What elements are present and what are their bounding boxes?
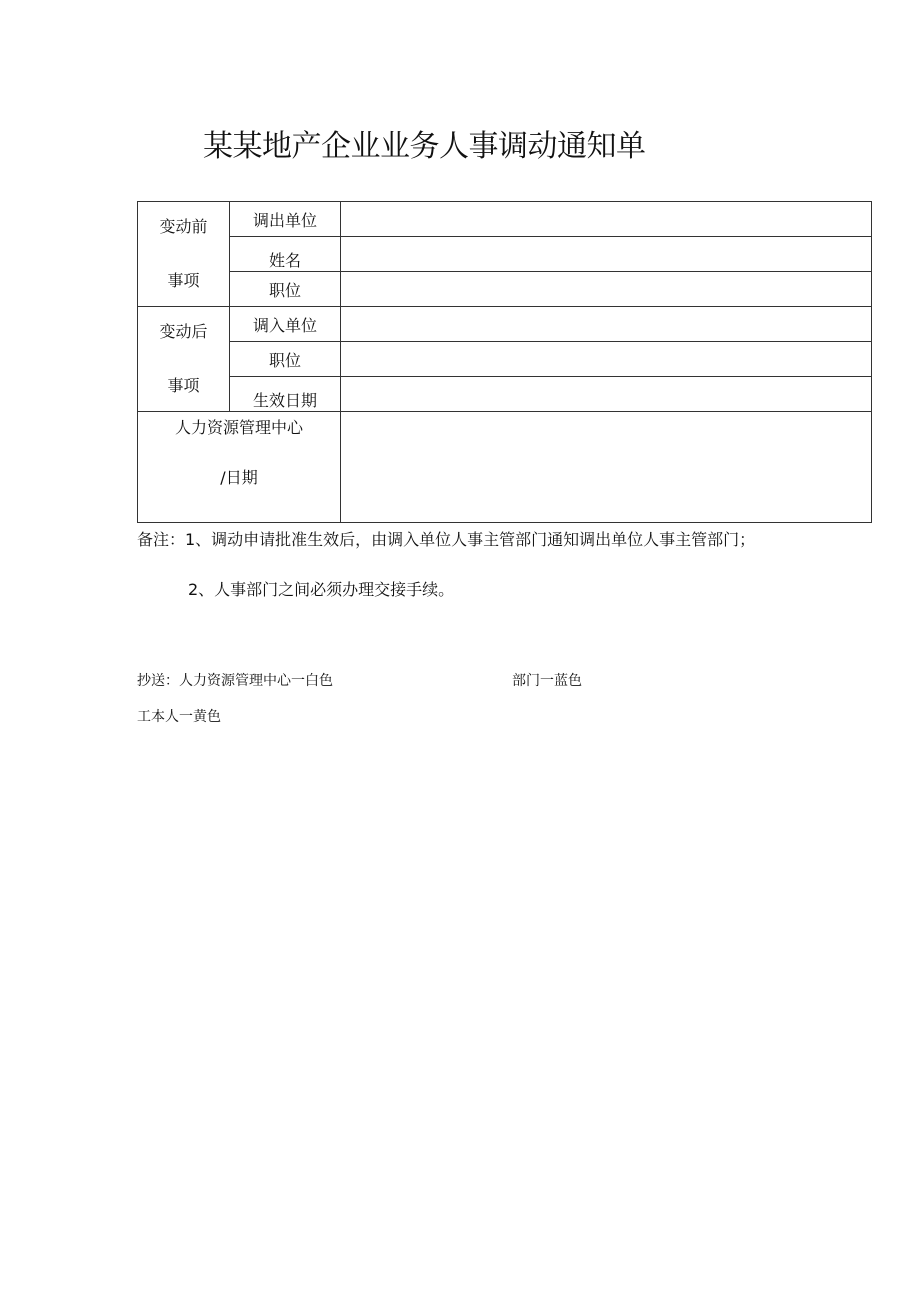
table-row: [138, 377, 872, 412]
document-title: 某某地产企业业务人事调动通知单: [203, 129, 646, 164]
table-row: [138, 237, 872, 272]
cc-hr-center: 抄送：人力资源管理中心一白色: [137, 673, 333, 689]
field-value-out-unit[interactable]: [341, 202, 872, 237]
field-value-effective-date[interactable]: [341, 377, 872, 412]
field-value-position-before[interactable]: [341, 272, 872, 307]
field-value-position-after[interactable]: [341, 342, 872, 377]
table-row: [138, 307, 872, 342]
section-before-sub-label: 事项: [167, 271, 200, 290]
field-value-in-unit[interactable]: [341, 307, 872, 342]
remark-line-2: 2、人事部门之间必须办理交接手续。: [188, 580, 455, 599]
section-after-label: 变动后: [159, 322, 208, 341]
section-before-cell: [138, 202, 230, 307]
hr-date-label: /日期: [220, 468, 258, 487]
table-row: [138, 272, 872, 307]
field-label-effective-date: 生效日期: [230, 377, 341, 412]
table-row: [138, 342, 872, 377]
field-label-name: 姓名: [230, 237, 341, 272]
hr-center-label: 人力资源管理中心: [174, 418, 303, 437]
field-label-in-unit: 调入单位: [230, 307, 341, 342]
section-before-label: 变动前: [159, 217, 208, 236]
hr-center-label-cell: [138, 412, 341, 523]
field-label-position-before: 职位: [230, 272, 341, 307]
field-value-name[interactable]: [341, 237, 872, 272]
table-row: [138, 412, 872, 523]
field-label-out-unit: 调出单位: [230, 202, 341, 237]
field-value-hr-signature[interactable]: [341, 412, 872, 523]
transfer-form-table: [137, 201, 872, 523]
section-after-cell: [138, 307, 230, 412]
cc-employee: 工本人一黄色: [137, 709, 221, 725]
table-row: [138, 202, 872, 237]
cc-department: 部门一蓝色: [512, 673, 582, 689]
field-label-position-after: 职位: [230, 342, 341, 377]
remark-line-1: 备注：1、调动申请批准生效后，由调入单位人事主管部门通知调出单位人事主管部门；: [137, 530, 756, 549]
section-after-sub-label: 事项: [167, 376, 200, 395]
